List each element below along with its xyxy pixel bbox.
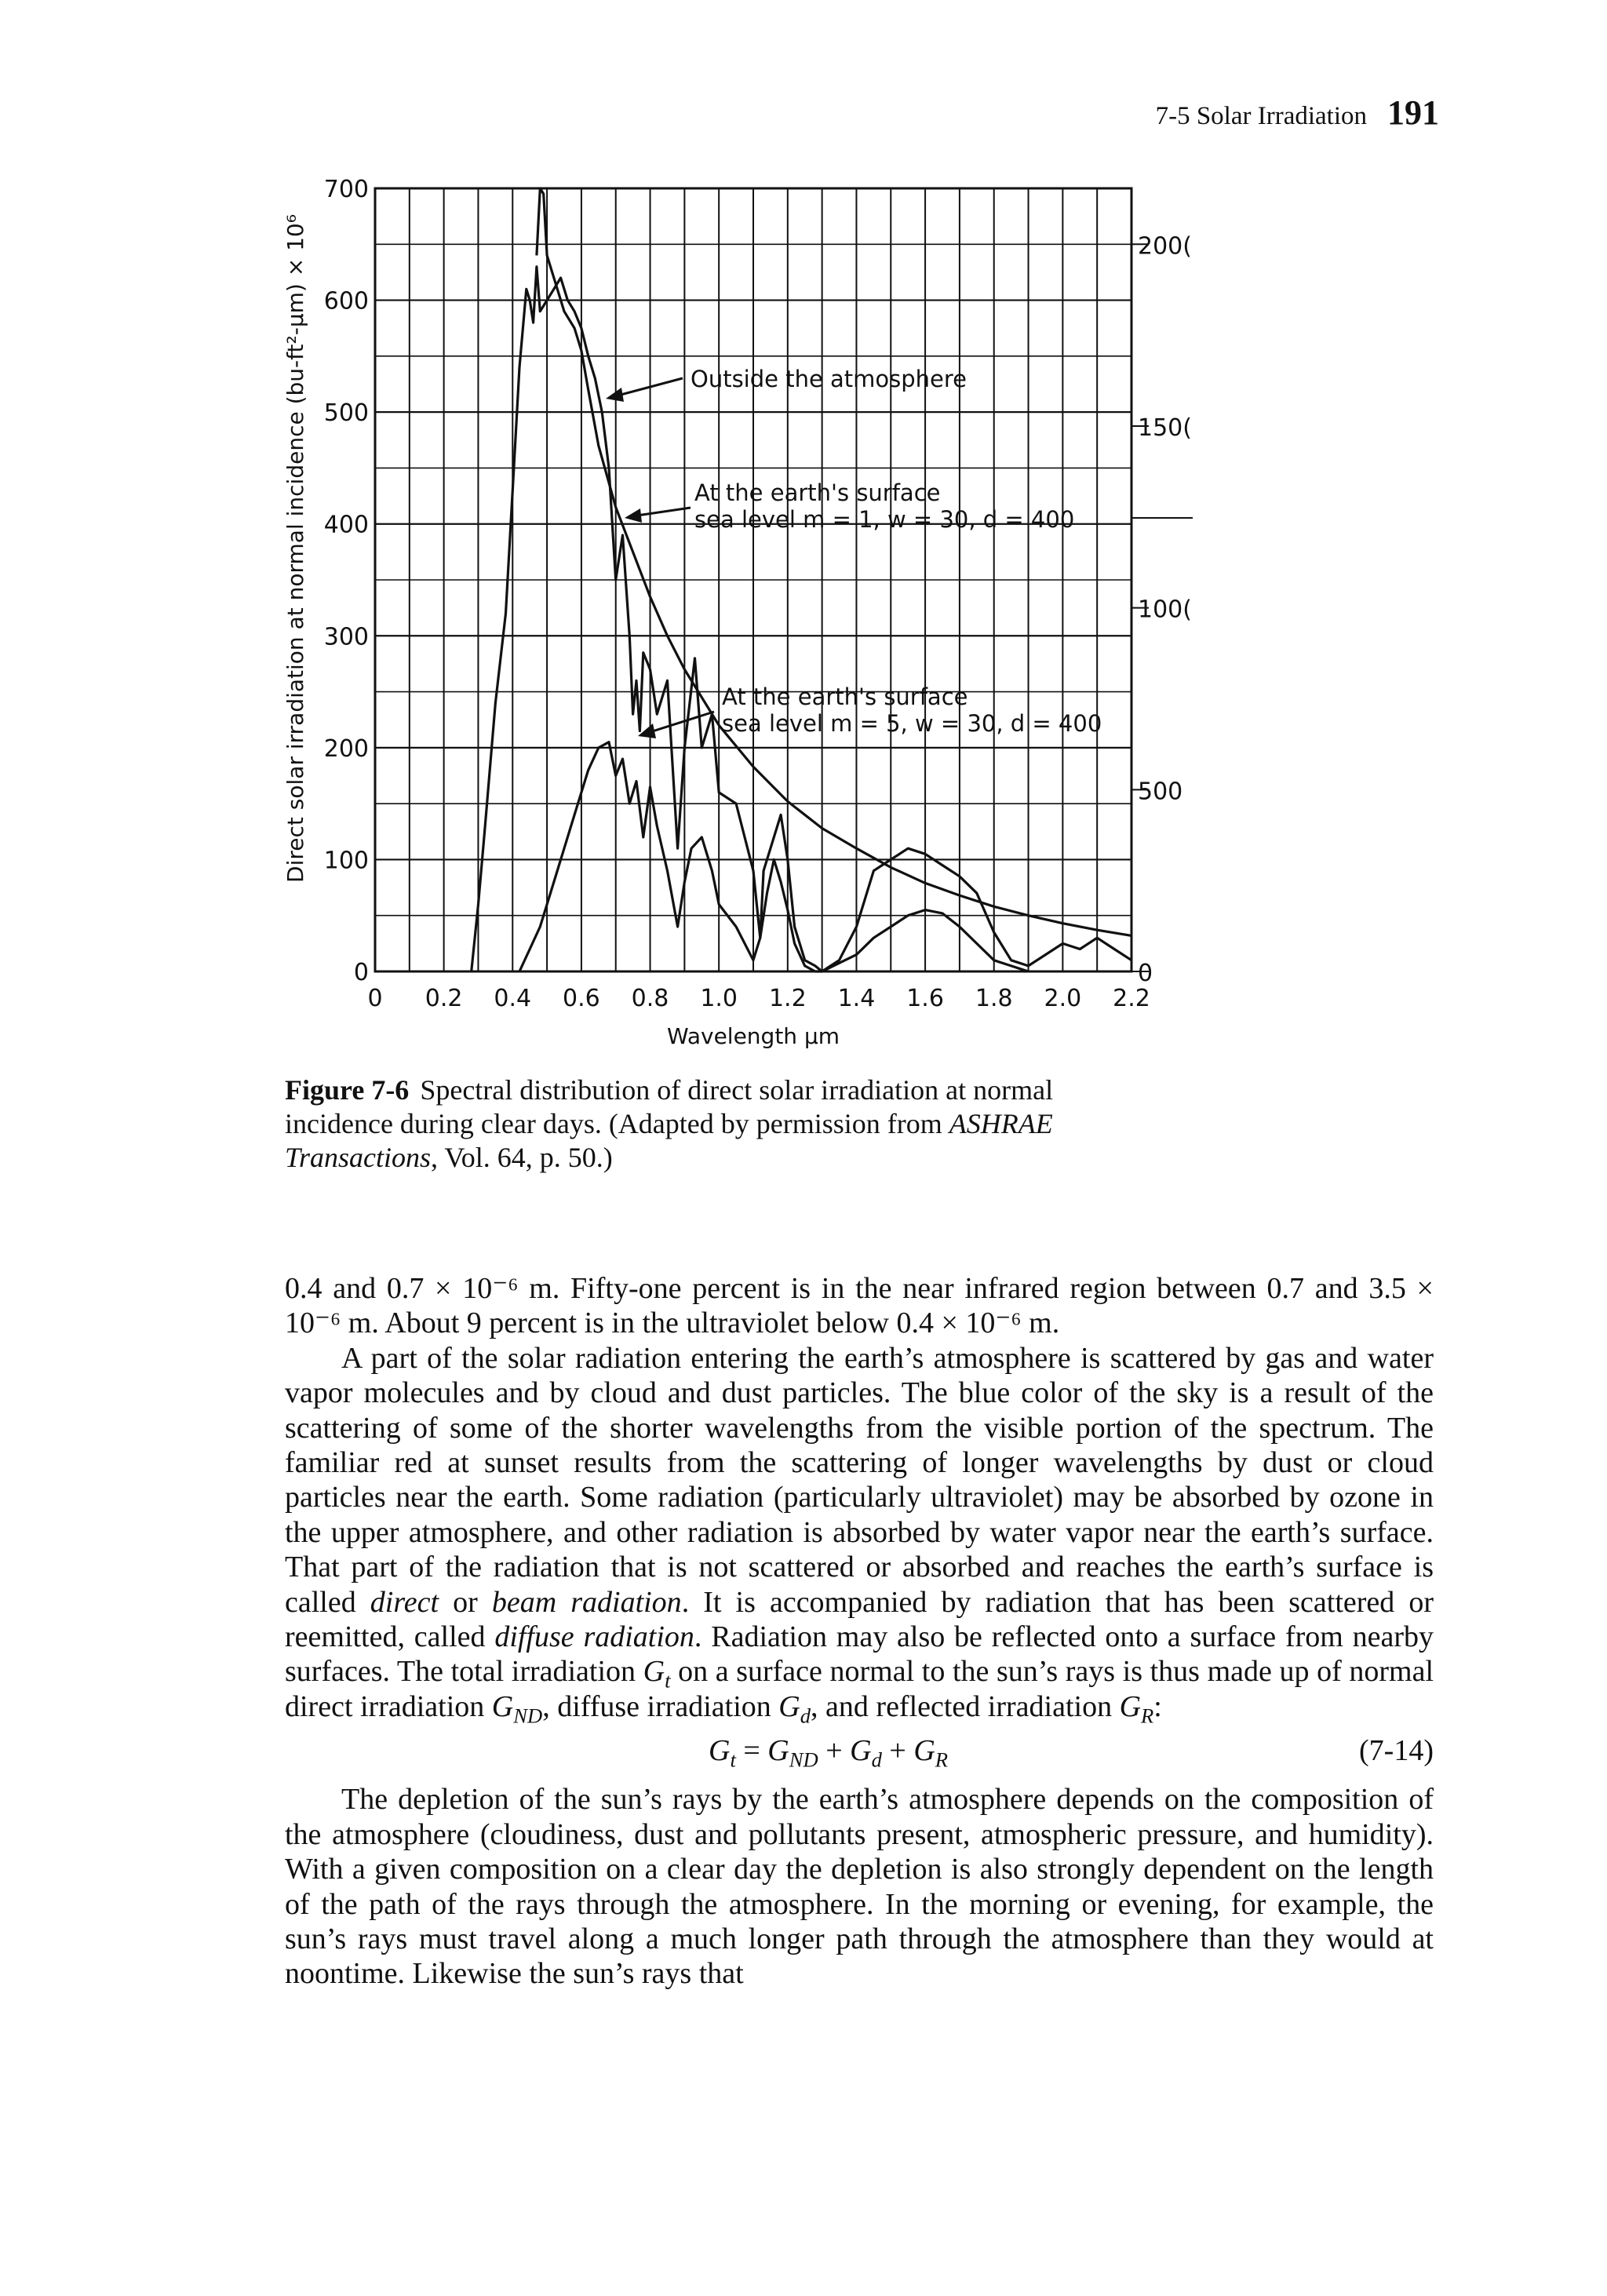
figure-label: Figure 7-6 — [285, 1074, 410, 1106]
annotation-surface-m1-line2: sea level m = 1, w = 30, d = 400 — [694, 506, 1075, 533]
x-tick-label: 0 — [367, 985, 383, 1012]
y-tick-label: 300 — [323, 623, 369, 651]
equation-number: (7-14) — [1359, 1734, 1434, 1768]
x-tick-label: 0.2 — [425, 985, 463, 1012]
caption-source: ASHRAE Transactions — [285, 1108, 1053, 1173]
annotation-arrow-surface-m5 — [645, 712, 714, 734]
y2-tick-label: 150( — [1138, 414, 1192, 442]
annotation-arrowhead-surface-m1 — [625, 508, 642, 523]
y-tick-label: 200 — [323, 734, 369, 763]
y-tick-label: 500 — [323, 399, 369, 428]
figure-7-6 — [267, 165, 1193, 1067]
x-tick-label: 0.6 — [563, 985, 600, 1012]
x-tick-label: 1.0 — [700, 985, 738, 1012]
solar-irradiation-chart — [267, 165, 1193, 1067]
x-tick-label: 2.0 — [1044, 985, 1082, 1012]
y-tick-label: 400 — [323, 511, 369, 539]
equation-body: $G_t = G_{ND} + G_d + G_R$ — [709, 1734, 949, 1772]
y2-tick-label: 0 — [1138, 960, 1153, 987]
equation-7-14 — [285, 1729, 1434, 1779]
section-title: 7-5 Solar Irradiation — [1155, 102, 1367, 130]
running-head — [1156, 93, 1439, 133]
paragraph-3: The depletion of the sun’s rays by the earth’s atmosphere depends on the composition of the atmosphere (cloudiness, dust and pollutants present, atmospheric pressure, and humidity). With a given composition on a clear day the depletion is also strongly dependent on the length of the path of the rays through the atmosphere. In the morning or evening, for example, the sun’s rays must travel along a much longer path through the atmosphere than they would at noontime. Likewise the sun’s rays that — [285, 1783, 1434, 1991]
x-tick-label: 1.8 — [975, 985, 1013, 1012]
x-tick-label: 1.6 — [906, 985, 944, 1012]
annotation-outside: Outside the atmosphere — [691, 366, 967, 392]
x-tick-label: 1.4 — [837, 985, 876, 1012]
paragraph-2: A part of the solar radiation entering the earth’s atmosphere is scattered by gas and water vapor molecules and by cloud and dust particles. The blue color of the sky is a result of the scattering of some of the shorter wavelengths from the visible portion of the spectrum. The familiar red at sunset results from the scattering of longer wavelengths by dust or cloud particles near the earth. Some radiation (particularly ultraviolet) may be absorbed by ozone in the upper atmosphere, and other radiation is absorbed by water vapor near the earth’s surface. That part of the radiation that is not scattered or absorbed and reaches the earth’s surface is called direct or beam radiation. It is accompanied by radiation that has been scattered or reemitted, called diffuse radiation. Radiation may also be reflected onto a surface from nearby surfaces. The total irradiation $G_t$ on a surface normal to the sun’s rays is thus made up of normal direct irradiation $G_{ND}$, diffuse irradiation $G_d$, and reflected irradiation $G_R$: — [285, 1341, 1434, 1728]
symbol-g-t: $G_t$ — [643, 1655, 671, 1693]
caption-tail: , Vol. 64, p. 50.) — [431, 1142, 613, 1173]
annotation-arrowhead-outside — [606, 388, 624, 402]
annotation-surface-m5-line2: sea level m = 5, w = 30, d = 400 — [722, 710, 1102, 737]
x-tick-label: 2.2 — [1113, 985, 1150, 1012]
y-tick-label: 0 — [353, 959, 369, 986]
annotation-arrow-outside — [612, 378, 683, 397]
series-line-3 — [519, 742, 1029, 971]
paragraph-1: 0.4 and 0.7 × 10⁻⁶ m. Fifty-one percent is in the near infrared region between 0.7 and 3.5 × 10⁻⁶ m. About 9 percent is in the ultraviolet below 0.4 × 10⁻⁶ m. — [285, 1272, 1434, 1340]
body-text — [285, 1271, 1434, 1992]
symbol-g-nd: $G_{ND}$ — [491, 1689, 543, 1728]
x-tick-label: 0.8 — [631, 985, 669, 1012]
symbol-g-d: $G_d$ — [778, 1689, 811, 1728]
y-tick-label: 600 — [323, 287, 369, 315]
y-tick-label: 700 — [323, 176, 369, 203]
y-tick-label: 100 — [323, 847, 369, 875]
figure-caption — [285, 1073, 1140, 1175]
x-tick-label: 1.2 — [768, 985, 807, 1012]
y2-tick-label: 100( — [1138, 596, 1192, 624]
y-axis-label: Direct solar irradiation at normal incidence (bu-ft²-μm) × 10⁶ — [282, 214, 308, 883]
x-axis-label: Wavelength μm — [666, 1023, 840, 1049]
annotation-surface-m5-line1: At the earth's surface — [722, 683, 968, 710]
y2-tick-label: 200( — [1138, 232, 1192, 261]
annotation-surface-m1-line1: At the earth's surface — [694, 479, 941, 506]
symbol-g-r: $G_R$ — [1119, 1689, 1154, 1728]
page-number: 191 — [1387, 93, 1439, 132]
x-tick-label: 0.4 — [494, 985, 532, 1012]
y2-tick-label: 500 — [1138, 778, 1183, 806]
caption-text: Spectral distribution of direct solar irradiation at normal incidence during clear days. (Adapted by permission from — [285, 1074, 1054, 1139]
